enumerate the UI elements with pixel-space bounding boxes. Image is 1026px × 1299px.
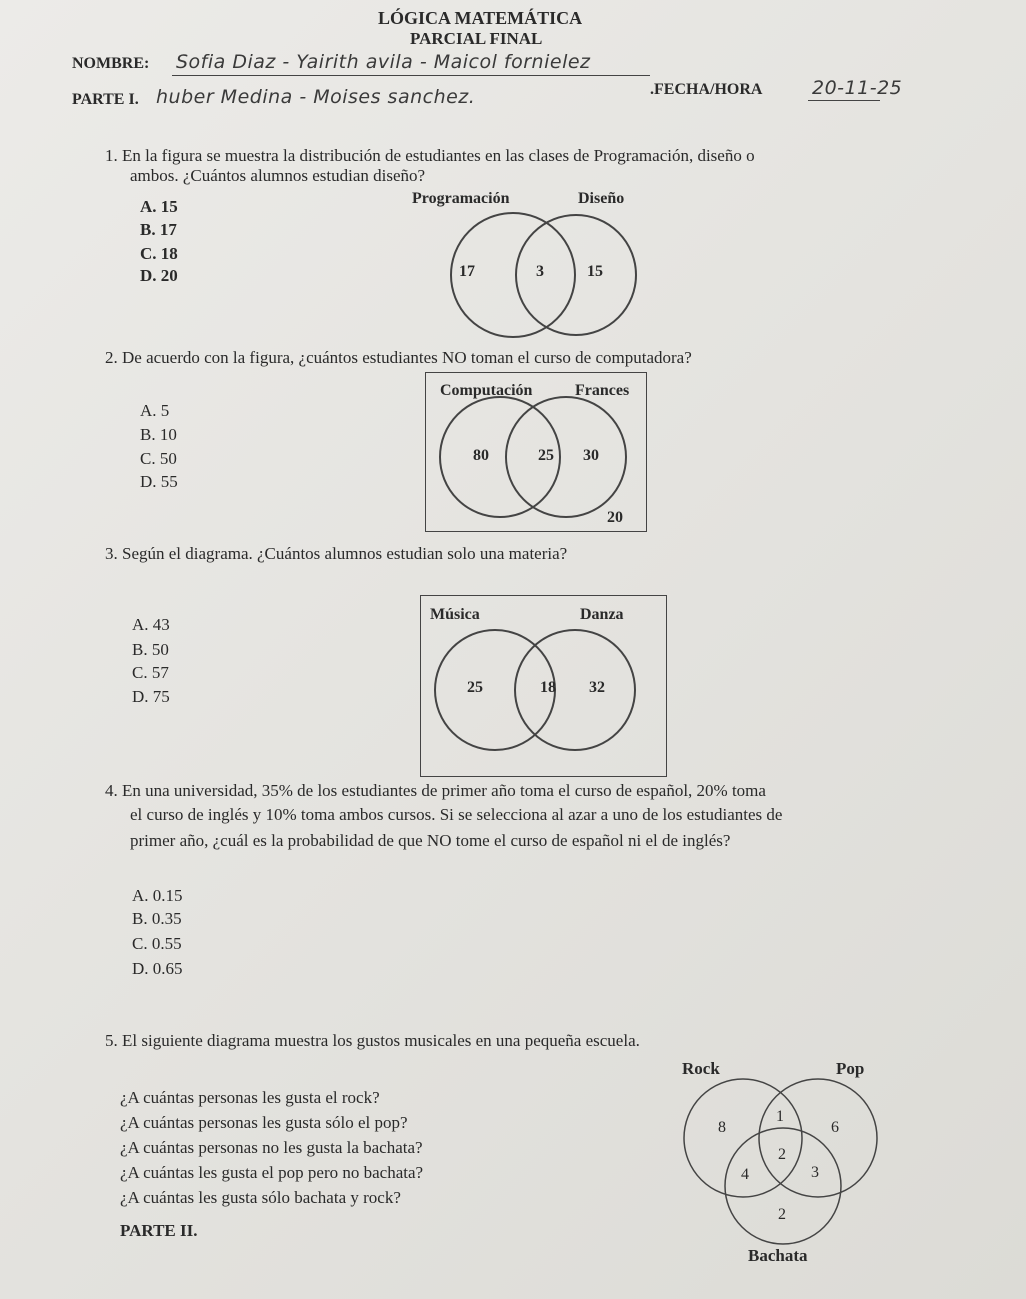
question-5-text: 5. El siguiente diagrama muestra los gustos musicales en una pequeña escuela. (105, 1031, 640, 1050)
q5-subquestion: ¿A cuántas personas no les gusta la bachata? (120, 1138, 423, 1157)
venn5-value-all: 2 (778, 1146, 786, 1163)
exam-title: LÓGICA MATEMÁTICA (378, 8, 583, 28)
q2-option-a: A. 5 (140, 401, 170, 420)
venn2-label-frances: Frances (575, 382, 630, 399)
venn3-label-danza: Danza (580, 606, 624, 623)
date-label: .FECHA/HORA (650, 81, 763, 98)
venn2-value: 25 (538, 447, 554, 464)
q2-option-c: C. 50 (140, 449, 177, 468)
venn1-value: 17 (459, 263, 475, 280)
q3-option-a: A. 43 (132, 615, 170, 634)
venn3-circle-danza (515, 630, 635, 750)
part2-label: PARTE II. (120, 1221, 198, 1240)
venn5-label-rock: Rock (682, 1059, 720, 1078)
venn1-label-programacion: Programación (412, 190, 510, 207)
q5-subquestion: ¿A cuántas personas les gusta el rock? (120, 1088, 380, 1107)
venn2-outside-value: 20 (607, 509, 623, 526)
q4-option-d: D. 0.65 (132, 959, 183, 978)
venn5-value-rock-pop: 1 (776, 1108, 784, 1125)
venn3-value: 25 (467, 679, 483, 696)
venn3-circle-musica (435, 630, 555, 750)
q2-option-b: B. 10 (140, 425, 177, 444)
q2-option-d: D. 55 (140, 472, 178, 491)
venn3-value: 32 (589, 679, 605, 696)
q5-subquestion: ¿A cuántas personas les gusta sólo el pop? (120, 1113, 408, 1132)
date-value: 20-11-25 (812, 77, 903, 99)
venn5-value-pop-only: 6 (831, 1119, 839, 1136)
name-label: NOMBRE: (72, 55, 150, 72)
q3-option-d: D. 75 (132, 687, 170, 706)
name-value-line2: huber Medina - Moises sanchez. (156, 86, 476, 108)
venn3-value: 18 (540, 679, 556, 696)
q5-subquestion: ¿A cuántas les gusta el pop pero no bachata? (120, 1163, 424, 1182)
q3-option-c: C. 57 (132, 663, 169, 682)
question-1-text: ambos. ¿Cuántos alumnos estudian diseño? (130, 166, 426, 185)
question-4-text: el curso de inglés y 10% toma ambos cursos. Si se selecciona al azar a uno de los estudiantes de (130, 805, 783, 824)
q1-option-d: D. 20 (140, 266, 178, 285)
venn1-label-diseno: Diseño (578, 190, 625, 207)
venn3-label-musica: Música (430, 606, 480, 623)
q4-option-a: A. 0.15 (132, 886, 183, 905)
venn5-label-bachata: Bachata (748, 1246, 808, 1265)
question-2-text: 2. De acuerdo con la figura, ¿cuántos estudiantes NO toman el curso de computadora? (105, 348, 692, 367)
question-4-text: 4. En una universidad, 35% de los estudiantes de primer año toma el curso de español, 20% toma (105, 781, 766, 800)
q1-option-b: B. 17 (140, 220, 177, 239)
part1-label: PARTE I. (72, 91, 139, 108)
q3-option-b: B. 50 (132, 640, 169, 659)
q1-option-c: C. 18 (140, 244, 178, 263)
venn1-value: 15 (587, 263, 603, 280)
q1-option-a: A. 15 (140, 197, 178, 216)
venn2-label-computacion: Computación (440, 382, 533, 399)
venn5-value-rock-bachata: 4 (741, 1166, 749, 1183)
venn2-circle-frances (506, 397, 626, 517)
question-3-text: 3. Según el diagrama. ¿Cuántos alumnos estudian solo una materia? (105, 544, 568, 563)
venn2-value: 80 (473, 447, 489, 464)
exam-subtitle: PARCIAL FINAL (410, 29, 543, 48)
venn1-value: 3 (536, 263, 544, 280)
name-value-line1: Sofia Diaz - Yairith avila - Maicol fornielez (176, 51, 591, 73)
question-4-text: primer año, ¿cuál es la probabilidad de que NO tome el curso de español ni el de inglés? (130, 831, 731, 850)
venn2-value: 30 (583, 447, 599, 464)
q5-subquestion: ¿A cuántas les gusta sólo bachata y rock? (120, 1188, 401, 1207)
venn5-label-pop: Pop (836, 1059, 865, 1078)
q4-option-c: C. 0.55 (132, 934, 182, 953)
question-1-text: 1. En la figura se muestra la distribución de estudiantes en las clases de Programación, diseño o (105, 146, 755, 165)
venn5-value-bachata-only: 2 (778, 1206, 786, 1223)
venn5-value-rock-only: 8 (718, 1119, 726, 1136)
venn5-value-pop-bachata: 3 (811, 1164, 819, 1181)
q4-option-b: B. 0.35 (132, 909, 182, 928)
